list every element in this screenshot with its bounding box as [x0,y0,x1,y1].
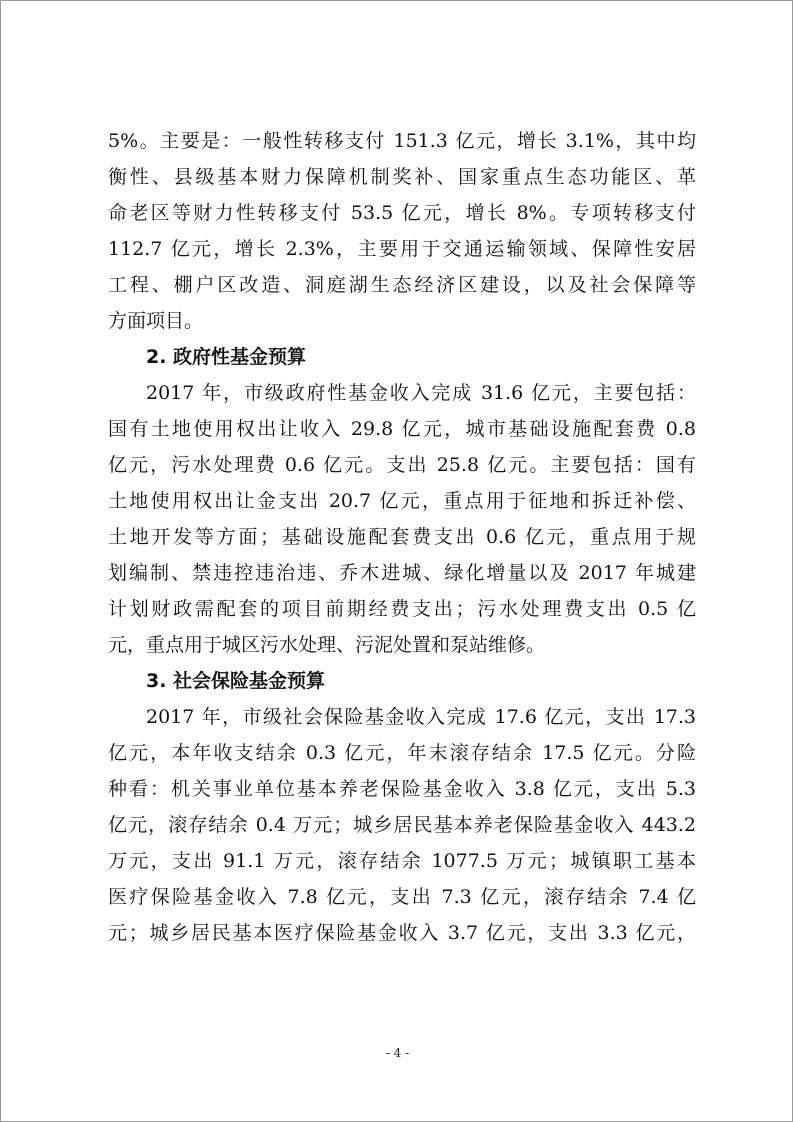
text-line: 土地开发等方面；基础设施配套费支出 0.6 亿元，重点用于规 [108,526,696,548]
paragraph-social-insurance [108,699,696,951]
text-line: 衡性、县级基本财力保障机制奖补、国家重点生态功能区、革 [108,166,696,188]
text-line: 医疗保险基金收入 7.8 亿元，支出 7.3 亿元，滚存结余 7.4 亿 [108,886,696,908]
text-line: 元；城乡居民基本医疗保险基金收入 3.7 亿元，支出 3.3 亿元， [108,922,696,944]
paragraph-government-fund [108,375,696,663]
document-body [108,123,696,951]
text-line: 命老区等财力性转移支付 53.5 亿元，增长 8%。专项转移支付 [108,202,696,224]
text-line: 种看：机关事业单位基本养老保险基金收入 3.8 亿元，支出 5.3 [108,778,696,800]
page-number: - 4 - [385,1046,410,1060]
text-line: 国有土地使用权出让收入 29.8 亿元，城市基础设施配套费 0.8 [108,418,696,440]
section-heading-social-insurance: 3. 社会保险基金预算 [146,670,326,692]
text-line: 划编制、禁违控违治违、乔木进城、绿化增量以及 2017 年城建 [108,562,696,584]
text-line: 112.7 亿元，增长 2.3%，主要用于交通运输领域、保障性安居 [108,238,696,260]
paragraph-transfer-payments [108,123,696,339]
text-line: 元，重点用于城区污水处理、污泥处置和泵站维修。 [108,634,546,656]
text-line: 土地使用权出让金支出 20.7 亿元，重点用于征地和拆迁补偿、 [108,490,696,512]
section-heading-government-fund: 2. 政府性基金预算 [146,346,307,368]
text-line: 工程、棚户区改造、洞庭湖生态经济区建设，以及社会保障等 [108,274,696,296]
text-line: 方面项目。 [108,310,204,332]
text-line: 亿元，滚存结余 0.4 万元；城乡居民基本养老保险基金收入 443.2 [108,814,696,836]
text-line: 5%。主要是：一般性转移支付 151.3 亿元，增长 3.1%，其中均 [108,130,696,152]
text-line: 计划财政需配套的项目前期经费支出；污水处理费支出 0.5 亿 [108,598,696,620]
text-line: 2017 年，市级政府性基金收入完成 31.6 亿元，主要包括： [146,382,696,404]
text-line: 亿元，污水处理费 0.6 亿元。支出 25.8 亿元。主要包括：国有 [108,454,696,476]
text-line: 亿元，本年收支结余 0.3 亿元，年末滚存结余 17.5 亿元。分险 [108,742,696,764]
text-line: 万元，支出 91.1 万元，滚存结余 1077.5 万元；城镇职工基本 [108,850,696,872]
text-line: 2017 年，市级社会保险基金收入完成 17.6 亿元，支出 17.3 [146,706,696,728]
